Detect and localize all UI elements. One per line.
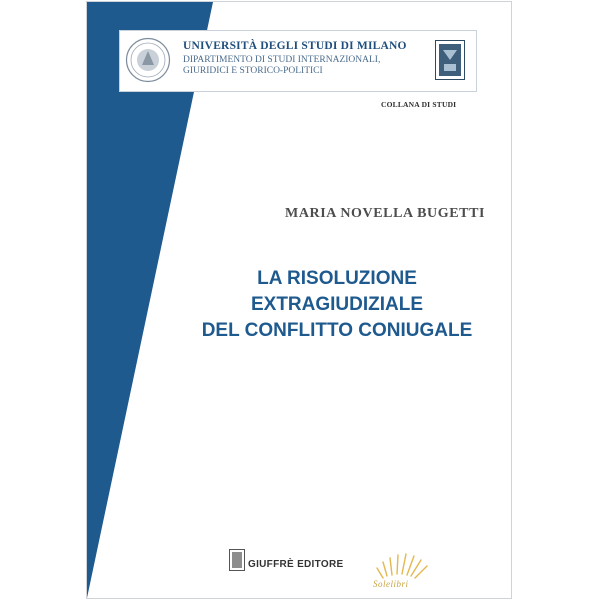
department-line-2: GIURIDICI E STORICO-POLITICI	[183, 66, 323, 76]
title-line-1: LA RISOLUZIONE	[257, 268, 417, 289]
partner-name: Solelibri	[373, 579, 409, 589]
author-name: MARIA NOVELLA BUGETTI	[285, 206, 486, 221]
university-name: UNIVERSITÀ DEGLI STUDI DI MILANO	[183, 40, 407, 52]
publisher-logo-icon	[229, 549, 245, 571]
publisher-name: GIUFFRÈ EDITORE	[248, 559, 344, 570]
department-line-1: DIPARTIMENTO DI STUDI INTERNAZIONALI,	[183, 55, 381, 65]
series-logo-icon	[435, 40, 465, 80]
sun-logo-icon	[373, 538, 435, 582]
title-line-2: EXTRAGIUDIZIALE	[250, 294, 424, 315]
university-seal-icon	[125, 37, 171, 83]
department-name	[183, 55, 380, 77]
title-line-3: DEL CONFLITTO CONIUGALE	[201, 320, 473, 341]
book-title	[187, 266, 487, 344]
book-cover	[87, 2, 511, 598]
series-label: COLLANA DI STUDI	[381, 100, 457, 109]
